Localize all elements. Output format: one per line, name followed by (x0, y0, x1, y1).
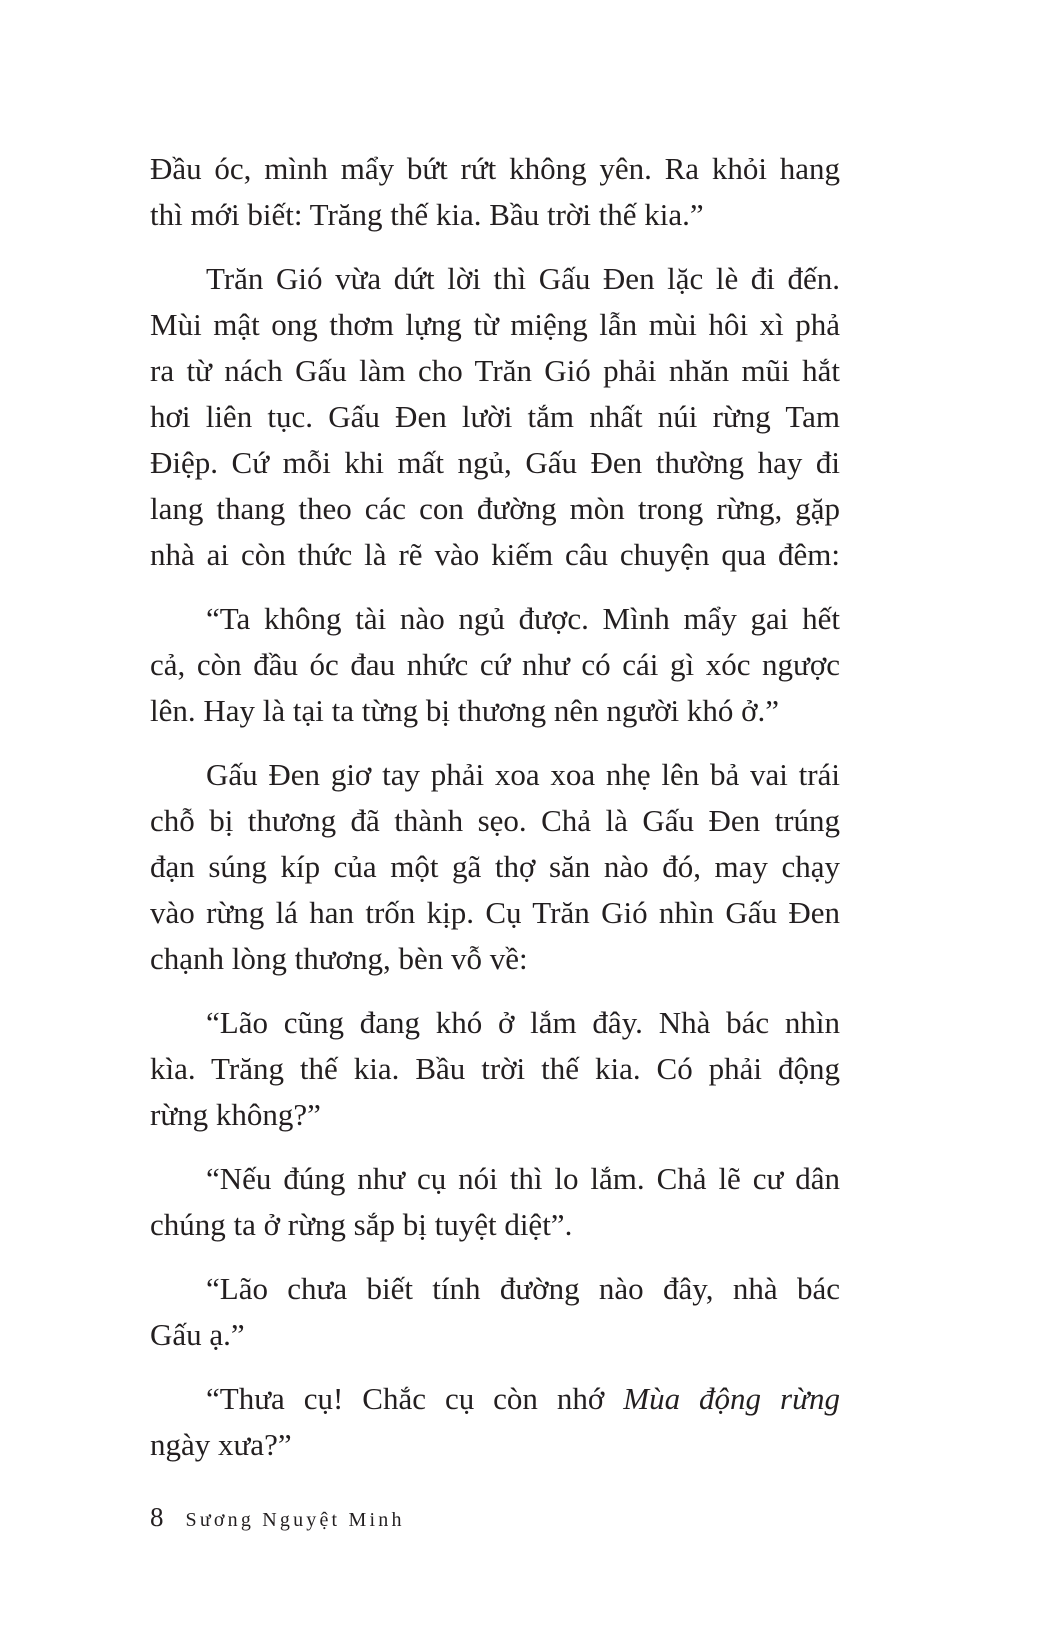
text-line: lang thang theo các con đường mòn trong rừng, gặp (150, 491, 840, 526)
text-line: cả, còn đầu óc đau nhức cứ như có cái gì xóc ngược (150, 647, 840, 682)
text-line: Đầu óc, mình mẩy bứt rứt không yên. Ra khỏi hang (150, 151, 840, 186)
italic-title: Mùa động rừng (623, 1381, 840, 1416)
text-line: “Nếu đúng như cụ nói thì lo lắm. Chả lẽ cư dân (206, 1161, 840, 1196)
text-line: ra từ nách Gấu làm cho Trăn Gió phải nhăn mũi hắt (150, 353, 840, 388)
book-page-body (150, 146, 840, 1486)
text-line: lên. Hay là tại ta từng bị thương nên người khó ở.” (150, 693, 780, 728)
text-line: chúng ta ở rừng sắp bị tuyệt diệt”. (150, 1207, 573, 1242)
paragraph-8 (150, 1376, 840, 1468)
paragraph-7 (150, 1266, 840, 1358)
text-line: Gấu Đen giơ tay phải xoa xoa nhẹ lên bả vai trái (206, 757, 840, 792)
text-line: “Lão cũng đang khó ở lắm đây. Nhà bác nhìn (206, 1005, 840, 1040)
paragraph-3 (150, 596, 840, 734)
paragraph-1 (150, 146, 840, 238)
text-line: kìa. Trăng thế kia. Bầu trời thế kia. Có phải động (150, 1051, 840, 1086)
paragraph-2 (150, 256, 840, 578)
text-line: rừng không?” (150, 1097, 321, 1132)
paragraph-4 (150, 752, 840, 982)
text-run: “Thưa cụ! Chắc cụ còn nhớ (206, 1381, 624, 1416)
text-line: thì mới biết: Trăng thế kia. Bầu trời thế kia.” (150, 197, 704, 232)
text-line: vào rừng lá han trốn kịp. Cụ Trăn Gió nhìn Gấu Đen (150, 895, 840, 930)
text-line: Mùi mật ong thơm lựng từ miệng lẫn mùi hôi xì phả (150, 307, 840, 342)
page-number: 8 (150, 1502, 164, 1532)
text-line: “Lão chưa biết tính đường nào đây, nhà bác (206, 1271, 840, 1306)
text-line: “Ta không tài nào ngủ được. Mình mẩy gai hết (206, 601, 840, 636)
text-line: đạn súng kíp của một gã thợ săn nào đó, may chạy (150, 849, 840, 884)
text-line (150, 1376, 840, 1422)
page-footer (150, 1502, 405, 1533)
text-line: hơi liên tục. Gấu Đen lười tắm nhất núi rừng Tam (150, 399, 840, 434)
text-line: Điệp. Cứ mỗi khi mất ngủ, Gấu Đen thường hay đi (150, 445, 840, 480)
text-line: Gấu ạ.” (150, 1317, 245, 1352)
paragraph-6 (150, 1156, 840, 1248)
text-line: Trăn Gió vừa dứt lời thì Gấu Đen lặc lè đi đến. (206, 261, 840, 296)
text-line: chỗ bị thương đã thành sẹo. Chả là Gấu Đen trúng (150, 803, 840, 838)
running-footer-author: Sương Nguyệt Minh (185, 1509, 405, 1531)
text-line: nhà ai còn thức là rẽ vào kiếm câu chuyện qua đêm: (150, 537, 840, 572)
paragraph-5 (150, 1000, 840, 1138)
text-line: chạnh lòng thương, bèn vỗ về: (150, 941, 528, 976)
text-line: ngày xưa?” (150, 1427, 292, 1462)
